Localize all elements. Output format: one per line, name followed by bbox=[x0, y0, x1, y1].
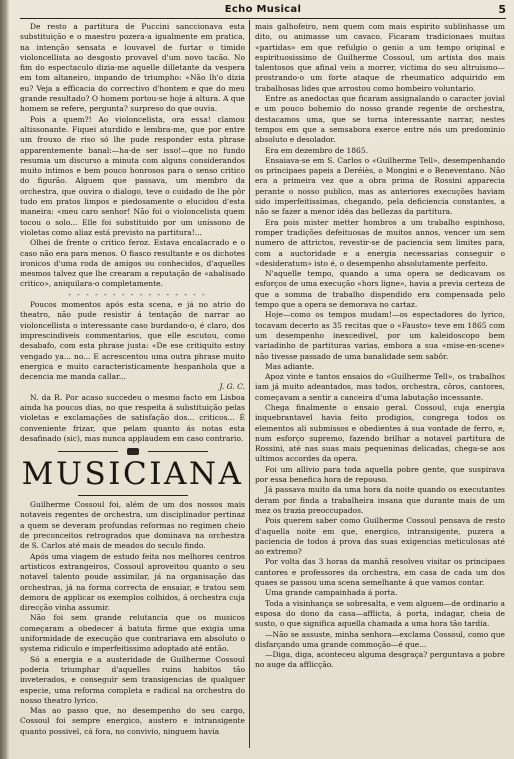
section-dashes: - - - - - - - - - - - - - - - - bbox=[68, 289, 207, 299]
header-rule bbox=[20, 18, 506, 19]
paragraph: Entre as anedoctas que ficaram assignalando o caracter jovial e um pouco bohemio do nosso grande regente de orchestra, destacamos uma, que se torna interessante narrar, nestes tempos em que a semsabora exerce entre nós um predominio absoluto e desolador. bbox=[255, 94, 505, 145]
ornament-divider bbox=[58, 448, 208, 455]
paragraph: Chega finalmente o ensaio geral. Cossoul, cuja energia inquebrantavel havia feito prodigios, congrega todos os elementos ali submissos e obedientes á sua vontade de ferro, e, num esforço supremo, fazendo brilhar a notavel partitura de Rossini, até nas suas mais pequeninas delicadas, chega-se aos ultimos accordes da opera. bbox=[255, 402, 505, 464]
magazine-title: Echo Musical bbox=[224, 4, 302, 15]
column-divider bbox=[249, 20, 250, 748]
section-heading-block bbox=[20, 448, 245, 496]
paragraph: Só a energia e a austeridade de Guilherme Cossoul poderia triumphar d'aquelles ruins habitos tão inveterados, e conseguir sem transigencias de qualquer especie, uma reforma completa e radical na orchestra do nosso theatro lyrico. bbox=[20, 654, 245, 705]
paragraph: Guilherme Cossoul foi, além de um dos nossos mais notaveis regentes de orchestra, um disciplinador pertinaz a quem se deveram profundas reformas no regimen cheio de preconceitos retrogrados que dominava na orchestra de S. Carlos até mais de meados do seculo findo. bbox=[20, 500, 245, 551]
paragraph: Toda a visinhança se sobresalta, e vem alguem—de ordinario a esposa do dono da casa—afflicta, á porta, indagar, cheia de susto, o que significa aquella chamada a uma hora tão tardia. bbox=[255, 598, 505, 629]
paragraph: Olhei de frente o critico feroz. Estava encalacrado e o caso não era para menos. O fiasco resultante e os dichotes ironicos d'uma roda de amigos ou conhecidos, d'aquelles mesmos talvez que lhe crearam a reputação de «abalisado critico», aniquilara-o completamente. bbox=[20, 238, 245, 289]
paragraph: mais galhofeiro, nem quem com mais espirito sublinhasse um dito, ou animasse um cavaco. Ficaram tradicionaes muitas «partidas» em que refulgio o genio a um tempo original e espirituosissimo de Guilherme Cossoul, um artista dos mais talentosos que afinal veiu a morrer, victima do seu altruismo—prostrando-o um forte ataque de rheumatico adquirido em trabalhosas lides que arrostou como bombeiro voluntario. bbox=[255, 22, 505, 93]
page-header bbox=[20, 2, 506, 18]
paragraph: Por volta das 3 horas da manhã resolveu visitar os principaes cantores e professores da orchestra, em casa de cada um dos quaes se passou uma scena semelhante á que vamos contar. bbox=[255, 557, 505, 588]
paragraph: Hoje—como os tempos mudam!—os espectadores do lyrico, tocavam decerto as 35 recitas que o «Fausto» teve em 1865 com um desempenho inexcedivel, por um kaleidoscopo bem variadinho de partituras varias, embora a sua «mise-en-scene» não tivesse passado de uma banalidade sem sabôr. bbox=[255, 310, 505, 361]
paragraph: Pois a quem?! Ao violoncelista, ora essa! clamou altissonante. Fiquei aturdido e lembra-me, que por entre um frouxo de riso só lhe pude responder esta phrase apparentemente banal:—ha-de ser isso!—que no fundo resumia um discurso a minuta com alguns considerandos muito intimos e bem pouco honrosos para o senso critico do figurão. Alguem que passava, um membro da orchestra, que ouvira o dialogo, teve o cuidado de lhe pôr tudo em pratos limpos e piedosamente o elucidou d'esta maneira: «meu caro senhor! Não foi o violoncelista quem tocou o solo... Elle foi substituido por um uníssono de violetas como aliaz está previsto na partitura!... bbox=[20, 114, 245, 237]
paragraph: Apoz vinte e tantos ensaios do «Guilherme Tell», os trabalhos iam já muito adeantados, mas todos, orchestra, côros, cantores, começavam a sentir a canceira d'uma labutação incessante. bbox=[255, 372, 505, 402]
paragraph: —Diga, diga, aconteceu alguma desgraça? perguntava a pobre no auge da afflicção. bbox=[255, 650, 505, 670]
paragraph: Ensaiava-se em S. Carlos o «Guilherme Tell», desempenhando os principaes papeis a Deréiès, o Mongini e o Beneventano. Não era a primeira vez que a obra prima de Rossini apparecia perante o nosso publico, mas as anteriores execuções haviam sido imperfeitissimas, chegando, pela deficiencia constantes, a não se fazer a menor idéa das bellezas da partitura. bbox=[255, 155, 505, 217]
paragraph: Mas ao passo que, no desempenho do seu cargo, Cossoul foi sempre energico, austero e intransigente quanto possivel, cá fora, no convivio, ninguem havia bbox=[20, 706, 245, 736]
paragraph: Mas adiante. bbox=[265, 361, 315, 371]
paragraph: N'aquelle tempo, quando a uma opera se dedicavam os esforços de uma execução «hors ligne», havia a previa certeza de que a somma de trabalho dispendido era compensada pelo tempo que a opera se demorava no cartaz. bbox=[255, 269, 505, 310]
binding-gutter bbox=[0, 0, 9, 759]
left-column bbox=[20, 22, 245, 737]
signature: J. G. C. bbox=[219, 382, 245, 392]
paragraph: —Não se assuste, minha senhora—exclama Cossoul, como que disfarçando uma grande commoção—é que... bbox=[255, 629, 505, 649]
page-number: 5 bbox=[498, 3, 506, 16]
right-column bbox=[255, 22, 505, 671]
paragraph: Foi um allivio para toda aquella pobre gente, que suspirava por essa benefica hora de repouso. bbox=[255, 464, 505, 485]
editor-note: N. da R. Por acaso succedeu o mesmo facto em Lisboa ainda ha poucos dias, no que respeita á substituição pelas violetas e exclamações de satisfação dos... criticos... É conveniente frizar, que pelam quanto ás notas esta desafinado (sic), mas nunca applaudem em caso contrario. bbox=[20, 392, 245, 443]
paragraph: Já passava muito da uma hora da noite quando os executantes deram por finda a trabalheira insana que durante mais de um mez os trazia preoccupados. bbox=[255, 485, 505, 515]
paragraph: Uma grande campainhada á porta. bbox=[265, 588, 398, 598]
section-title: MUSICIANA bbox=[21, 456, 244, 493]
paragraph: Poucos momentos após esta scena, e já no atrio do theatro, não pude resistir á tentação de narrar ao violoncellista o interessante caso burdando-o, é claro, dos imprescindiveis commentarios, que elle escutou, como desabafo, com esta phrase justa: «De ese critiquito estoy vengado ya... no... E acrescentou uma outra phrase muito energica e muito caracteristicamente hespanhola que a decencia me manda callar... bbox=[20, 300, 245, 382]
paragraph: Era pois mister metter hombros a um trabalho espinhoso, romper tradições defeituosas de muitos annos, vencer um sem numero de attrictos, revestir-se de paciencia sem limites para, com a auctoridade e a energia necessarias conseguir o «desideratum» isto é, o desempenho absolutamente perfeito. bbox=[255, 217, 505, 268]
paragraph: Pois querem saber como Guilherme Cossoul pensava de resto d'aquella noite em que, energico, intransigente, puzera a paciencia de todos á prova das suas exigencias meticulosas até ao extremo? bbox=[255, 516, 505, 557]
paragraph: Era em dezembro de 1865. bbox=[265, 145, 368, 155]
title-underline bbox=[78, 495, 188, 496]
paragraph: Não foi sem grande relutancia que os musicos começaram a obedecer á batuta firme que exigia uma uniformidade de execução que contrariava em absoluto o systema ridiculo e imperfeitissimo adoptado até então. bbox=[20, 613, 245, 654]
paragraph: De resto a partitura de Puccini sanccionava esta substituição e o maestro pozera-a igualmente em pratica, na intenção sensata e louvavel de furtar o timido violoncellista ao desgosto provavel d'um novo tacão. No fim do espectaculo dizia-me aquelle dilletante da vespera em tom altaneiro, impando de triumpho: «Não lh'o dizia eu? Veja a efficacia do correctivo d'hontem e que do meu grande resultado? O homem portou-se hoje á altura. A que homem se refere, pergunta? surpreso do que ouvia. bbox=[20, 22, 245, 114]
paragraph: Após uma viagem de estudo feita nos melhores centros artisticos extrangeiros, Cossoul aproveitou quanto o seu notavel talento poude assimilar, já na organisação das orchestras, já na forma correcta de ensaiar, e tratou sem demora de applicar os exemplos colhidos, á orchestra cuja direcção vinha assumir. bbox=[20, 551, 245, 613]
